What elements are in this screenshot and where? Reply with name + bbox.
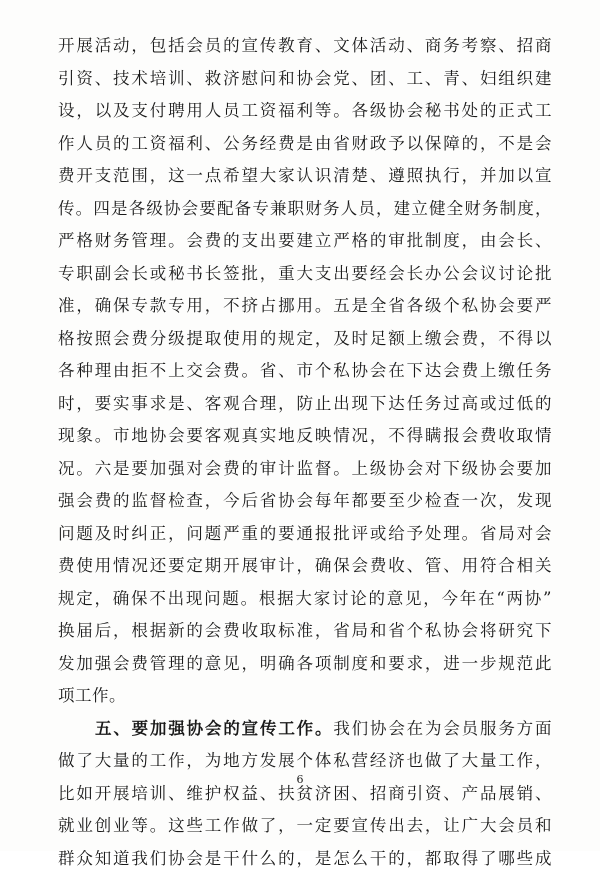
text-line: 严格财务管理。会费的支出要建立严格的审批制度，由会长、 [58,225,552,258]
text-line: 作人员的工资福利、公务经费是由省财政予以保障的，不是会 [58,128,552,161]
text-line: 强会费的监督检查，今后省协会每年都要至少检查一次，发现 [58,485,552,518]
text-line: 换届后，根据新的会费收取标准，省局和省个私协会将研究下 [58,615,552,648]
text-line: 格按照会费分级提取使用的规定，及时足额上缴会费，不得以 [58,323,552,356]
text-line: 费使用情况还要定期开展审计，确保会费收、管、用符合相关 [58,550,552,583]
text-line: 费开支范围，这一点希望大家认识清楚、遵照执行，并加以宣 [58,160,552,193]
text-line: 现象。市地协会要客观真实地反映情况，不得瞒报会费收取情 [58,420,552,453]
text-line: 规定，确保不出现问题。根据大家讨论的意见，今年在“两协” [58,583,552,616]
text-line: 引资、技术培训、救济慰问和协会党、团、工、青、妇组织建 [58,63,552,96]
text-line: 就业创业等。这些工作做了，一定要宣传出去，让广大会员和 [58,810,552,843]
body-text [58,30,552,875]
text-line: 时，要实事求是、客观合理，防止出现下达任务过高或过低的 [58,388,552,421]
text-line: 做了大量的工作，为地方发展个体私营经济也做了大量工作， [58,745,552,778]
page-number: 6 [0,773,600,786]
text-line: 发加强会费管理的意见，明确各项制度和要求，进一步规范此 [58,648,552,681]
section-heading-line [58,713,552,746]
text-line: 专职副会长或秘书长签批，重大支出要经会长办公会议讨论批 [58,258,552,291]
heading-line-text: 我们协会在为会员服务方面 [333,719,552,738]
section-heading: 五、要加强协会的宣传工作。 [95,719,333,738]
text-line: 群众知道我们协会是干什么的，是怎么干的，都取得了哪些成 [58,843,552,875]
text-line: 传。四是各级协会要配备专兼职财务人员，建立健全财务制度， [58,193,552,226]
text-line: 问题及时纠正，问题严重的要通报批评或给予处理。省局对会 [58,518,552,551]
text-line: 准，确保专款专用，不挤占挪用。五是全省各级个私协会要严 [58,290,552,323]
text-line: 项工作。 [58,680,552,713]
text-line: 设，以及支付聘用人员工资福利等。各级协会秘书处的正式工 [58,95,552,128]
text-line: 各种理由拒不上交会费。省、市个私协会在下达会费上缴任务 [58,355,552,388]
text-line: 况。六是要加强对会费的审计监督。上级协会对下级协会要加 [58,453,552,486]
text-line: 比如开展培训、维护权益、扶贫济困、招商引资、产品展销、 [58,778,552,811]
text-line: 开展活动，包括会员的宣传教育、文体活动、商务考察、招商 [58,30,552,63]
